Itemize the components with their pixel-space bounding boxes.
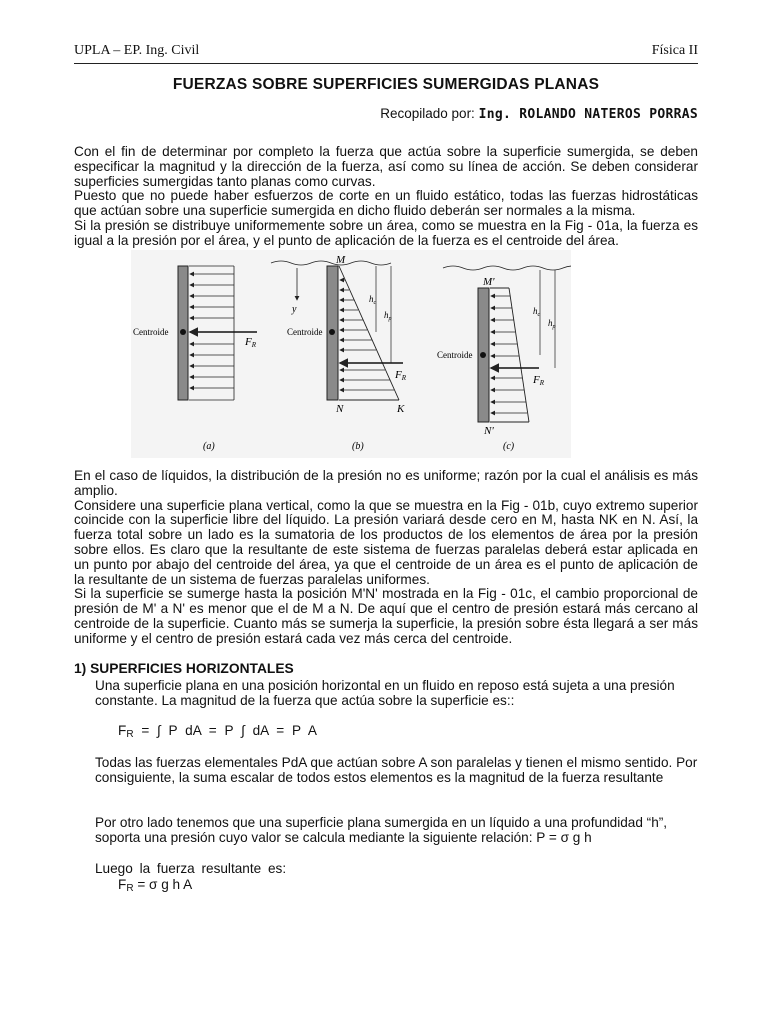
point-n-label: N bbox=[336, 403, 344, 415]
header-subject: Física II bbox=[651, 43, 698, 58]
header-course: UPLA – EP. Ing. Civil bbox=[74, 43, 200, 58]
intro-text bbox=[74, 145, 698, 249]
point-n-prime-label: N' bbox=[484, 425, 494, 437]
author-name: Ing. ROLANDO NATEROS PORRAS bbox=[478, 107, 698, 122]
body-paragraph: Considere una superficie plana vertical, como la que se muestra en la Fig - 01b, cuyo extremo superior coincide con la superficie libre del líquido. La presión variará desde cero en M, hasta NK en N. Así, la fuerza total sobre un lado es la sumatoria de los productos de los elementos de área por la presión sobre ellos. Es claro que la resultante de este sistema de fuerzas paralelas deberá estar aplicada en un punto por abajo del centroide del área, ya que el centroide de un área es el punto de aplicación de la resultante de un sistema de fuerzas paralelas uniformes. bbox=[74, 497, 698, 587]
hp-label-c: $h_p$ bbox=[548, 318, 556, 330]
point-k-label: K bbox=[397, 403, 405, 415]
hp-label-b: $h_p$ bbox=[384, 310, 392, 322]
centroid-label-c: Centroide bbox=[437, 350, 473, 360]
caption-c: (c) bbox=[503, 441, 515, 452]
pressure-distribution-figure bbox=[131, 250, 571, 458]
point-m-prime-label: M' bbox=[483, 276, 495, 288]
credit-prefix: Recopilado por: bbox=[380, 106, 475, 121]
section-paragraph: Una superficie plana en una posición horizontal en un fluido en reposo está sujeta a una presión constante. La magnitud de la fuerza que actúa sobre la superficie es:: bbox=[95, 678, 675, 708]
header-rule bbox=[74, 63, 698, 64]
section-paragraph: Todas las fuerzas elementales PdA que actúan sobre A son paralelas y tienen el mismo sentido. Por consiguiente, la suma escalar de todos estos elementos es la magnitud de la fuerza resultante bbox=[95, 755, 698, 785]
caption-b: (b) bbox=[352, 441, 364, 452]
force-label-c: FR bbox=[533, 374, 545, 387]
intro-paragraph: Puesto que no puede haber esfuerzos de corte en un fluido estático, todas las fuerzas hidrostáticas que actúan sobre una superficie sumergida en dicho fluido deberán ser normales a la misma. bbox=[74, 188, 698, 219]
hc-label-b: $h_c$ bbox=[369, 294, 377, 306]
centroid-dot bbox=[180, 329, 186, 335]
equation-resultant-force: $F_R = \sigma$ g h A bbox=[118, 877, 193, 894]
caption-a: (a) bbox=[203, 441, 215, 452]
body-paragraph: En el caso de líquidos, la distribución de la presión no es uniforme; razón por la cual el análisis es más amplio. bbox=[74, 468, 698, 498]
section-paragraph: Luego la fuerza resultante es: bbox=[95, 861, 287, 876]
intro-paragraph: Con el fin de determinar por completo la fuerza que actúa sobre la superficie sumergida, se deben especificar la magnitud y la dirección de la fuerza, así como su línea de acción. Se deben considerar superficies sumergidas tanto planas como curvas. bbox=[74, 144, 698, 189]
equation-force-integral: $F_R$ = ∫ P dA = P ∫ dA = P A bbox=[118, 723, 317, 740]
figure-background bbox=[131, 250, 571, 458]
body-paragraph: Si la superficie se sumerge hasta la posición M'N' mostrada en la Fig - 01c, el cambio proporcional de presión de M' a N' es menor que el de M a N. De aquí que el centro de presión estará más cercano al centroide de la superficie. Cuanto más se sumerja la superficie, la presión sobre ésta llegará a ser más uniforme y el centro de presión estará cada vez más cerca del centroide. bbox=[74, 586, 698, 646]
centroid-label-b: Centroide bbox=[287, 327, 323, 337]
point-m-label: M bbox=[336, 254, 346, 266]
section-heading: 1) SUPERFICIES HORIZONTALES bbox=[74, 661, 294, 676]
force-label-b: FR bbox=[395, 369, 407, 382]
document-title: FUERZAS SOBRE SUPERFICIES SUMERGIDAS PLANAS bbox=[172, 76, 600, 93]
section-paragraph: Por otro lado tenemos que una superficie plana sumergida en un líquido a una profundidad “h”, soporta una presión cuyo valor se calcula mediante la siguiente relación: P = σ g h bbox=[95, 815, 668, 845]
intro-paragraph: Si la presión se distribuye uniformemente sobre un área, como se muestra en la Fig - 01a, la fuerza es igual a la presión por el área, y el punto de aplicación de la fuerza es el centroide del área. bbox=[74, 217, 698, 248]
hc-label-c: $h_c$ bbox=[533, 306, 541, 318]
centroid-label: Centroide bbox=[133, 327, 169, 337]
author-credit bbox=[380, 106, 698, 122]
body-text bbox=[74, 469, 698, 647]
depth-y-label: y bbox=[292, 304, 297, 315]
page-header bbox=[74, 43, 698, 63]
force-label: FR bbox=[245, 336, 257, 349]
